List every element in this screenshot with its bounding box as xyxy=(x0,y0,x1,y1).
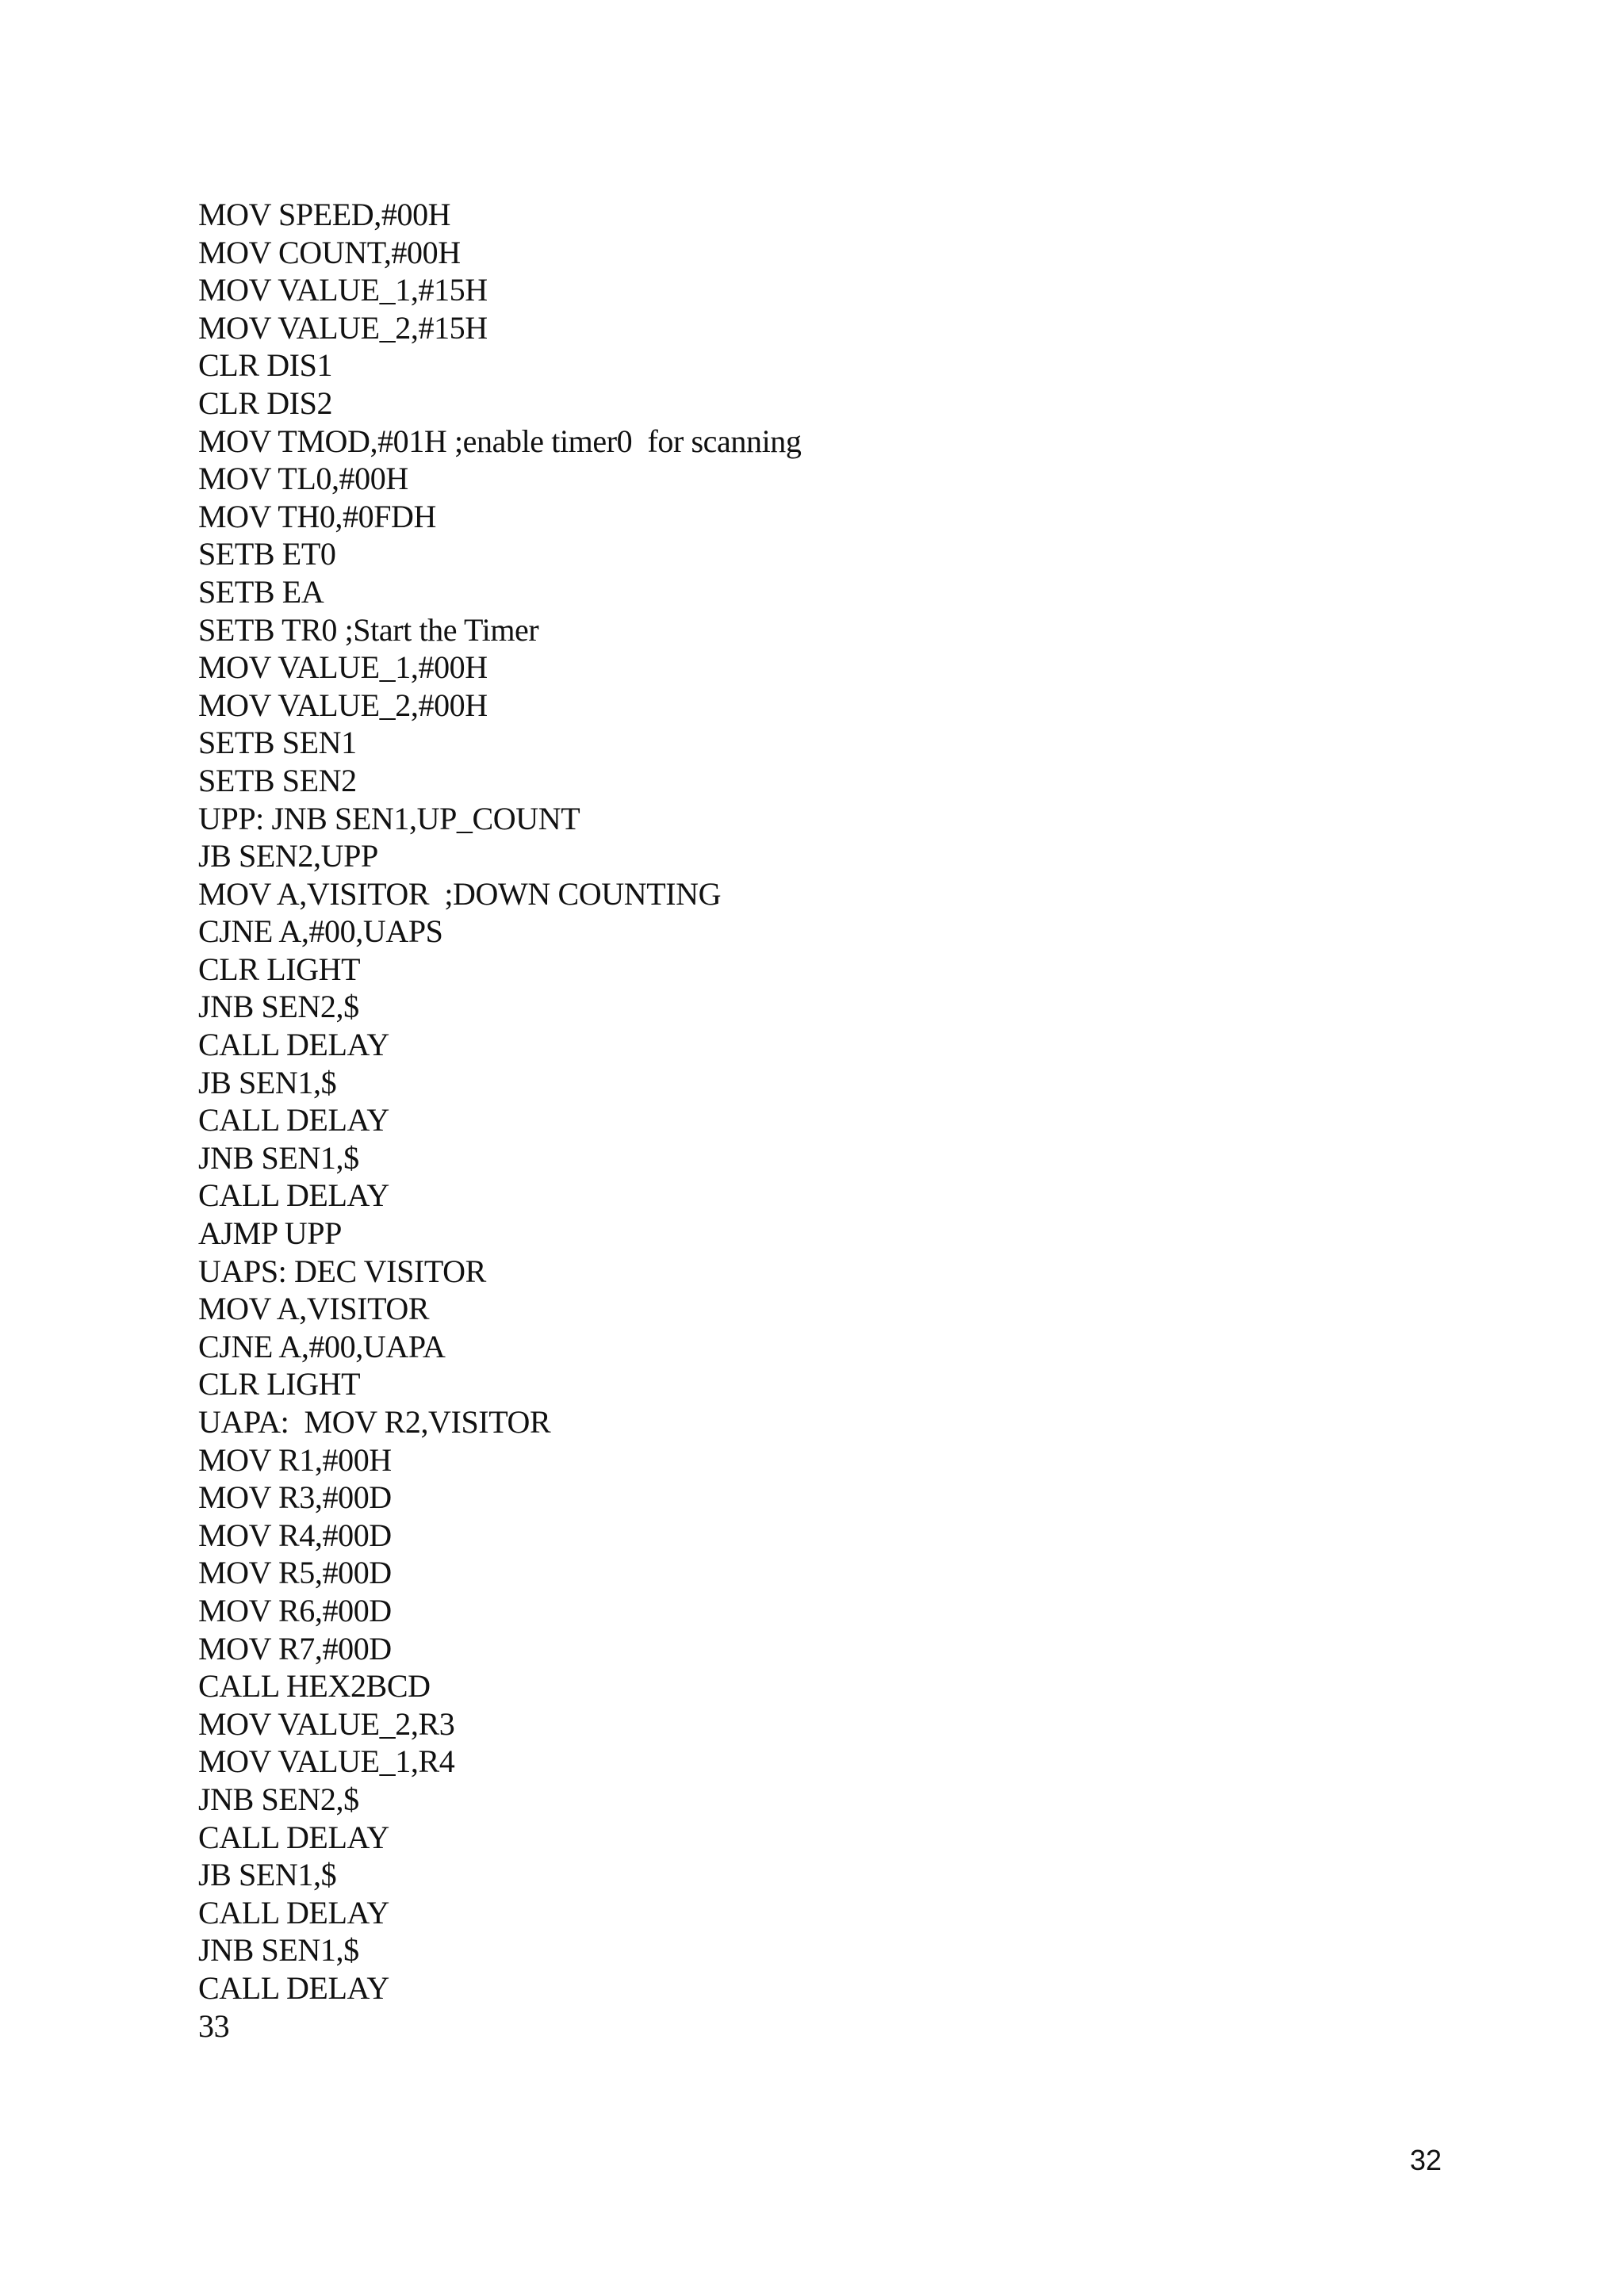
code-line: MOV VALUE_2,#15H xyxy=(198,309,488,346)
code-line: SETB TR0 ;Start the Timer xyxy=(198,611,539,648)
code-line: MOV VALUE_1,#15H xyxy=(198,272,488,308)
code-line: MOV R5,#00D xyxy=(198,1555,392,1591)
code-line: MOV R7,#00D xyxy=(198,1630,392,1667)
code-line: CALL DELAY xyxy=(198,1894,389,1931)
code-line: CLR LIGHT xyxy=(198,951,361,987)
code-line: MOV TMOD,#01H ;enable timer0 for scanning xyxy=(198,423,802,459)
code-line: CLR DIS1 xyxy=(198,347,333,384)
code-line: CALL HEX2BCD xyxy=(198,1668,431,1705)
code-line: MOV R6,#00D xyxy=(198,1592,392,1628)
code-line: MOV R1,#00H xyxy=(198,1441,392,1478)
code-line: JB SEN1,$ xyxy=(198,1857,337,1893)
code-line: AJMP UPP xyxy=(198,1215,342,1252)
code-line: CJNE A,#00,UAPS xyxy=(198,913,443,950)
code-line: 33 xyxy=(198,2007,230,2044)
code-line: SETB ET0 xyxy=(198,536,336,572)
code-line: JNB SEN2,$ xyxy=(198,989,359,1025)
code-line: MOV R3,#00D xyxy=(198,1479,392,1516)
page-number: 32 xyxy=(1410,2144,1442,2176)
code-line: MOV COUNT,#00H xyxy=(198,234,461,270)
code-line: UAPA: MOV R2,VISITOR xyxy=(198,1404,551,1440)
code-line: UAPS: DEC VISITOR xyxy=(198,1253,486,1289)
code-line: JB SEN1,$ xyxy=(198,1064,337,1100)
code-line: UPP: JNB SEN1,UP_COUNT xyxy=(198,800,580,836)
code-line: CALL DELAY xyxy=(198,1177,389,1214)
code-line: CLR LIGHT xyxy=(198,1366,361,1402)
code-line: MOV R4,#00D xyxy=(198,1517,392,1553)
assembly-code-listing xyxy=(198,196,1467,2045)
code-line: CJNE A,#00,UAPA xyxy=(198,1328,446,1364)
code-line: JNB SEN1,$ xyxy=(198,1139,359,1176)
code-line: CALL DELAY xyxy=(198,1102,389,1138)
code-line: MOV TL0,#00H xyxy=(198,461,408,497)
code-line: CLR DIS2 xyxy=(198,385,333,421)
code-line: CALL DELAY xyxy=(198,1969,389,2006)
code-line: MOV VALUE_1,R4 xyxy=(198,1743,455,1780)
code-line: MOV A,VISITOR xyxy=(198,1291,430,1327)
code-line: MOV A,VISITOR ;DOWN COUNTING xyxy=(198,875,722,912)
code-line: MOV VALUE_2,#00H xyxy=(198,687,488,723)
code-line: MOV SPEED,#00H xyxy=(198,197,451,232)
code-line: SETB SEN2 xyxy=(198,762,357,798)
code-line: SETB EA xyxy=(198,573,324,610)
code-line: SETB SEN1 xyxy=(198,725,357,761)
code-line: JB SEN2,UPP xyxy=(198,838,378,874)
code-line: CALL DELAY xyxy=(198,1027,389,1063)
code-line: CALL DELAY xyxy=(198,1819,389,1855)
code-line: MOV TH0,#0FDH xyxy=(198,498,437,534)
code-line: JNB SEN2,$ xyxy=(198,1781,359,1817)
code-line: JNB SEN1,$ xyxy=(198,1932,359,1969)
code-line: MOV VALUE_2,R3 xyxy=(198,1705,455,1742)
code-line: MOV VALUE_1,#00H xyxy=(198,649,488,686)
